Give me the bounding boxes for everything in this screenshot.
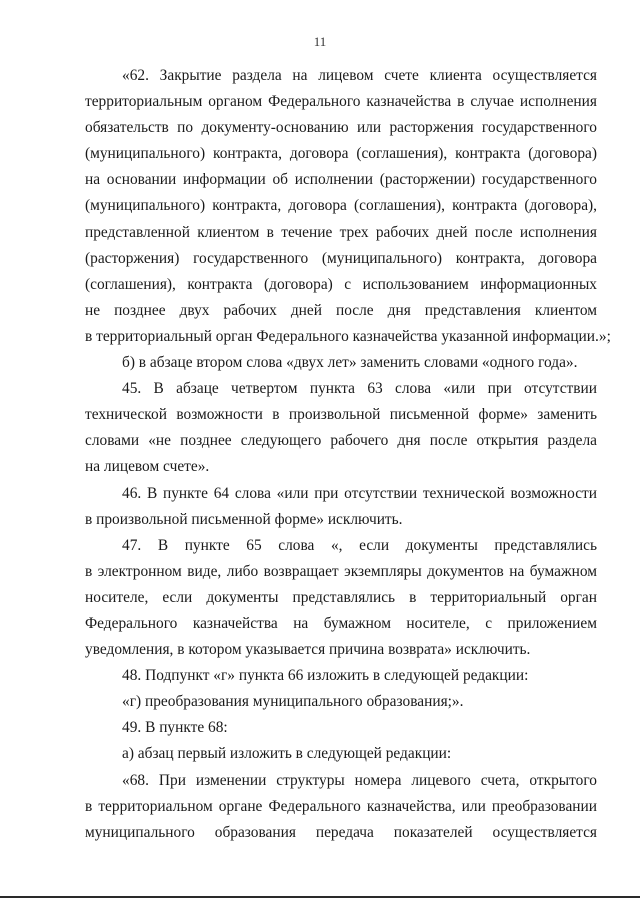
text-line: носителе, если документы представлялись в территориальный орган [85, 588, 597, 606]
text-line: «г) преобразования муниципального образования;». [122, 693, 464, 711]
text-line: «68. При изменении структуры номера лицевого счета, открытого [122, 771, 597, 789]
text-line: Федерального казначейства на бумажном носителе, с приложением [85, 614, 597, 632]
text-line: не позднее двух рабочих дней после дня представления клиентом [85, 301, 597, 319]
document-body [85, 63, 611, 846]
text-line: в территориальный орган Федерального казначейства указанной информации.»; [85, 327, 611, 345]
text-line: словами «не позднее следующего рабочего дня после открытия раздела [85, 432, 597, 450]
text-line: в электронном виде, либо возвращает экземпляры документов на бумажном [85, 562, 597, 580]
text-line: (расторжения) государственного (муниципального) контракта, договора [85, 249, 597, 267]
text-line: 49. В пункте 68: [122, 719, 228, 737]
text-line: муниципального образования передача показателей осуществляется [85, 823, 597, 841]
text-line: 48. Подпункт «г» пункта 66 изложить в следующей редакции: [122, 667, 529, 685]
text-line: (муниципального) контракта, договора (соглашения), контракта (договора) [85, 145, 597, 163]
text-line: в произвольной письменной форме» исключить. [85, 510, 403, 528]
text-line: территориальным органом Федерального казначейства в случае исполнения [85, 93, 597, 111]
text-line: б) в абзаце втором слова «двух лет» заменить словами «одного года». [122, 354, 578, 372]
text-line: технической возможности в произвольной письменной форме» заменить [85, 406, 597, 424]
text-line: «62. Закрытие раздела на лицевом счете клиента осуществляется [122, 67, 597, 84]
text-line: уведомления, в котором указывается причина возврата» исключить. [85, 641, 531, 659]
text-line: на основании информации об исполнении (расторжении) государственного [85, 171, 597, 189]
text-line: представленной клиентом в течение трех рабочих дней после исполнения [85, 223, 597, 241]
text-line: (муниципального) контракта, договора (соглашения), контракта (договора), [85, 197, 597, 215]
text-line: обязательств по документу-основанию или расторжения государственного [85, 119, 597, 137]
text-line: 46. В пункте 64 слова «или при отсутствии технической возможности [122, 484, 597, 502]
text-line: 45. В абзаце четвертом пункта 63 слова «или при отсутствии [122, 380, 597, 398]
text-line: в территориальном органе Федерального казначейства, или преобразовании [85, 797, 597, 815]
page-number: 11 [313, 34, 327, 49]
text-line: а) абзац первый изложить в следующей редакции: [122, 745, 452, 763]
text-line: на лицевом счете». [85, 458, 210, 476]
text-line: 47. В пункте 65 слова «, если документы представлялись [122, 536, 597, 554]
text-line: (соглашения), контракта (договора) с использованием информационных [85, 275, 597, 293]
